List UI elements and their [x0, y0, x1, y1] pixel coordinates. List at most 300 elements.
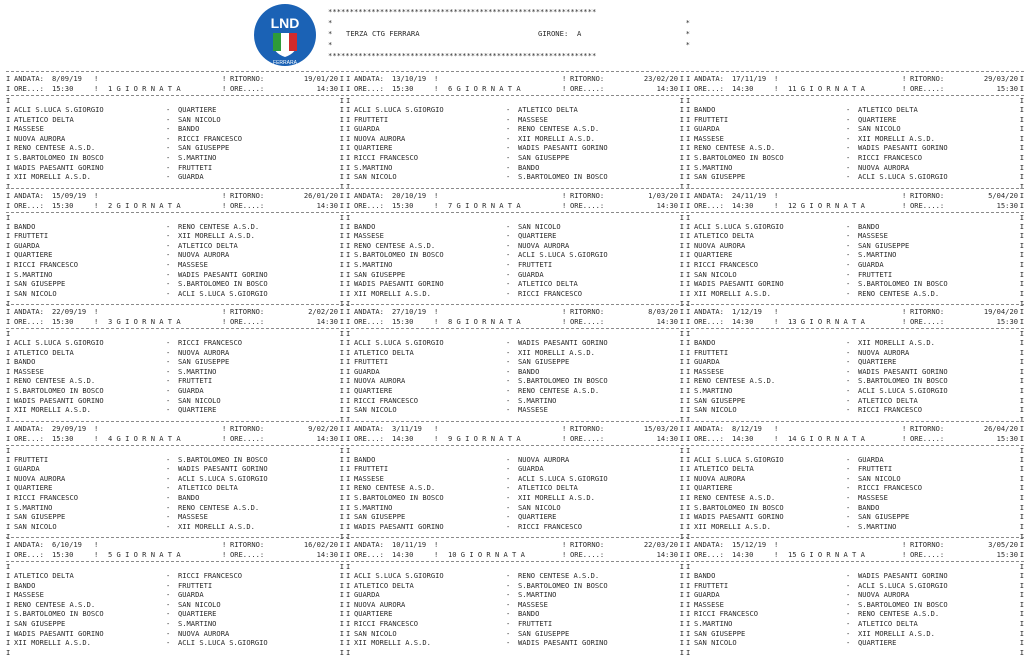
dashed-rule — [6, 421, 344, 422]
home-team: SAN NICOLO — [14, 288, 57, 298]
round-header-times: I ORE...: 15:30 ! 4 G I O R N A T A ! ORE....: 14:30 I — [6, 433, 344, 443]
home-team: FRUTTETI — [14, 231, 49, 241]
home-team: BANDO — [14, 221, 36, 231]
match-row: I QUARTIERE - WADIS PAESANTI GORINO I — [346, 143, 684, 153]
away-team: XII MORELLI A.S.D. — [178, 231, 255, 241]
match-row: I FRUTTETI - SAN GIUSEPPE I — [346, 357, 684, 367]
home-team: RICCI FRANCESCO — [354, 395, 419, 405]
home-team: QUARTIERE — [14, 250, 53, 260]
round-header-dates: I ANDATA: 20/10/19 ! ! RITORNO: 1/03/20 I — [346, 190, 684, 200]
away-team: FRUTTETI — [858, 464, 893, 474]
away-team: ATLETICO DELTA — [518, 105, 578, 114]
match-row: I XII MORELLI A.S.D. - WADIS PAESANTI GORINO I — [346, 638, 684, 648]
dashed-rule — [6, 537, 344, 538]
home-team: FRUTTETI — [354, 464, 389, 474]
match-row: I MASSESE - BANDO I — [6, 124, 344, 134]
ritorno-date: 3/05/20 — [988, 540, 1018, 549]
match-row: I GUARDA - SAN NICOLO I — [686, 124, 1024, 134]
ore-ritorno-label: ORE....: — [230, 317, 265, 326]
schedule-column-1 — [6, 70, 344, 657]
ritorno-label: RITORNO: — [570, 74, 605, 83]
ritorno-date: 22/03/20 — [643, 540, 678, 549]
round-title: 11 G I O R N A T A — [788, 84, 865, 93]
block-footer: I I — [346, 298, 684, 308]
home-team: GUARDA — [354, 590, 380, 600]
round-header-dates: I ANDATA: 1/12/19 ! ! RITORNO: 19/04/20 I — [686, 307, 1024, 316]
ritorno-label: RITORNO: — [230, 423, 265, 433]
away-team: RENO CENTESE A.S.D. — [518, 386, 600, 395]
away-team: WADIS PAESANTI GORINO — [518, 338, 608, 347]
away-team: S.MARTINO — [518, 590, 557, 600]
ritorno-label: RITORNO: — [910, 74, 945, 83]
home-team: S.BARTOLOMEO IN BOSCO — [14, 609, 104, 619]
match-row: I XII MORELLI A.S.D. - ACLI S.LUCA S.GIORGIO I — [6, 638, 344, 648]
ritorno-date: 26/04/20 — [983, 423, 1018, 433]
home-team: S.MARTINO — [14, 502, 53, 512]
ore-ritorno-label: ORE....: — [910, 317, 945, 326]
home-team: S.BARTOLOMEO IN BOSCO — [694, 502, 784, 512]
round-header-dates: I ANDATA: 15/12/19 ! ! RITORNO: 3/05/20 I — [686, 540, 1024, 549]
blank-row: I I — [6, 329, 344, 338]
round-block — [346, 187, 684, 308]
home-team: BANDO — [694, 338, 716, 347]
andata-label: ANDATA: — [354, 307, 384, 316]
round-block — [686, 536, 1024, 657]
home-team: ATLETICO DELTA — [694, 464, 754, 474]
home-team: GUARDA — [354, 366, 380, 376]
home-team: S.BARTOLOMEO IN BOSCO — [354, 250, 444, 260]
match-row: I S.BARTOLOMEO IN BOSCO - GUARDA I — [6, 386, 344, 395]
round-title: 6 G I O R N A T A — [448, 84, 521, 93]
away-team: WADIS PAESANTI GORINO — [178, 464, 268, 474]
match-row: I WADIS PAESANTI GORINO - ATLETICO DELTA I — [346, 279, 684, 289]
away-team: ACLI S.LUCA S.GIORGIO — [858, 172, 948, 182]
round-header-times: I ORE...: 15:30 ! 3 G I O R N A T A ! ORE....: 14:30 I — [6, 317, 344, 326]
ore-ritorno-label: ORE....: — [230, 433, 265, 443]
block-footer: I I — [6, 298, 344, 308]
match-row: I XII MORELLI A.S.D. - RICCI FRANCESCO I — [346, 288, 684, 298]
andata-date: 10/11/19 — [392, 540, 427, 549]
home-team: XII MORELLI A.S.D. — [14, 172, 91, 182]
away-team: SAN GIUSEPPE — [518, 357, 570, 367]
match-row: I ATLETICO DELTA - XII MORELLI A.S.D. I — [346, 347, 684, 357]
home-team: FRUTTETI — [14, 454, 49, 464]
away-team: MASSESE — [858, 492, 888, 502]
round-header-times: I ORE...: 14:30 ! 13 G I O R N A T A ! ORE....: 15:30 I — [686, 317, 1024, 326]
round-title: 9 G I O R N A T A — [448, 433, 521, 443]
andata-label: ANDATA: — [694, 74, 724, 83]
andata-label: ANDATA: — [694, 307, 724, 316]
match-row: I SAN GIUSEPPE - MASSESE I — [6, 512, 344, 522]
away-team: RICCI FRANCESCO — [518, 288, 583, 298]
match-row: I GUARDA - RENO CENTESE A.S.D. I — [346, 124, 684, 134]
dashed-rule — [346, 71, 684, 72]
home-team: RENO CENTESE A.S.D. — [694, 376, 776, 386]
away-team: ATLETICO DELTA — [178, 483, 238, 493]
away-team: MASSESE — [858, 231, 888, 241]
away-team: NUOVA AURORA — [858, 590, 910, 600]
andata-date: 13/10/19 — [392, 74, 427, 83]
away-team: RICCI FRANCESCO — [858, 405, 923, 415]
away-team: BANDO — [858, 221, 880, 231]
home-team: SAN GIUSEPPE — [14, 279, 66, 289]
andata-label: ANDATA: — [354, 423, 384, 433]
round-title: 12 G I O R N A T A — [788, 200, 865, 210]
header-stars-top: ************************************************************** — [328, 7, 597, 16]
ritorno-date: 23/02/20 — [643, 74, 678, 83]
match-row: I GUARDA - WADIS PAESANTI GORINO I — [6, 464, 344, 474]
match-row: I RENO CENTESE A.S.D. - S.BARTOLOMEO IN BOSCO I — [686, 376, 1024, 386]
match-row: I S.MARTINO - RENO CENTESE A.S.D. I — [6, 502, 344, 512]
lnd-ferrara-logo — [253, 3, 317, 67]
home-team: ACLI S.LUCA S.GIORGIO — [354, 105, 444, 114]
away-team: QUARTIERE — [178, 609, 217, 619]
home-team: RICCI FRANCESCO — [694, 609, 759, 619]
match-row: I WADIS PAESANTI GORINO - SAN GIUSEPPE I — [686, 512, 1024, 522]
away-team: SAN NICOLO — [178, 599, 221, 609]
round-header-times: I ORE...: 15:30 ! 2 G I O R N A T A ! ORE....: 14:30 I — [6, 200, 344, 210]
away-team: S.BARTOLOMEO IN BOSCO — [178, 279, 268, 289]
home-team: WADIS PAESANTI GORINO — [694, 279, 784, 289]
ore-ritorno-label: ORE....: — [570, 433, 605, 443]
away-team: SAN NICOLO — [178, 395, 221, 405]
away-team: SAN GIUSEPPE — [858, 240, 910, 250]
home-team: RENO CENTESE A.S.D. — [354, 483, 436, 493]
home-team: SAN NICOLO — [694, 269, 737, 279]
blank-row: I I — [686, 562, 1024, 571]
blank-row: I I — [6, 212, 344, 222]
round-header-dates: I ANDATA: 8/09/19 ! ! RITORNO: 19/01/20 I — [6, 74, 344, 83]
away-team: SAN NICOLO — [858, 473, 901, 483]
match-row: I SAN GIUSEPPE - ATLETICO DELTA I — [686, 395, 1024, 405]
ore-andata: 15:30 — [52, 433, 74, 443]
away-team: QUARTIERE — [858, 638, 897, 648]
away-team: S.BARTOLOMEO IN BOSCO — [518, 580, 608, 590]
home-team: GUARDA — [694, 357, 720, 367]
round-title: 13 G I O R N A T A — [788, 317, 865, 326]
away-team: BANDO — [178, 492, 200, 502]
home-team: WADIS PAESANTI GORINO — [14, 162, 104, 172]
match-row: I SAN NICOLO - FRUTTETI I — [686, 269, 1024, 279]
ore-ritorno: 14:30 — [316, 200, 338, 210]
ritorno-date: 8/03/20 — [648, 307, 678, 316]
home-team: BANDO — [14, 580, 36, 590]
andata-label: ANDATA: — [354, 74, 384, 83]
away-team: ACLI S.LUCA S.GIORGIO — [518, 473, 608, 483]
round-header-times: I ORE...: 15:30 ! 1 G I O R N A T A ! ORE....: 14:30 I — [6, 84, 344, 93]
home-team: QUARTIERE — [14, 483, 53, 493]
blank-row: I I — [346, 329, 684, 338]
away-team: S.MARTINO — [178, 619, 217, 628]
away-team: WADIS PAESANTI GORINO — [518, 638, 608, 648]
home-team: S.BARTOLOMEO IN BOSCO — [354, 492, 444, 502]
home-team: MASSESE — [354, 473, 384, 483]
away-team: SAN GIUSEPPE — [518, 628, 570, 638]
round-header-times: I ORE...: 15:30 ! 7 G I O R N A T A ! ORE....: 14:30 I — [346, 200, 684, 210]
home-team: RENO CENTESE A.S.D. — [14, 143, 96, 153]
league-name: TERZA CTG FERRARA — [346, 29, 420, 38]
ore-ritorno-label: ORE....: — [570, 84, 605, 93]
home-team: SAN GIUSEPPE — [14, 512, 66, 522]
away-team: XII MORELLI A.S.D. — [518, 347, 595, 357]
match-row: I NUOVA AURORA - S.BARTOLOMEO IN BOSCO I — [346, 376, 684, 386]
home-team: SAN GIUSEPPE — [694, 628, 746, 638]
away-team: BANDO — [518, 609, 540, 619]
ore-andata: 14:30 — [732, 317, 754, 326]
away-team: QUARTIERE — [858, 357, 897, 367]
ore-ritorno: 14:30 — [656, 84, 678, 93]
away-team: ACLI S.LUCA S.GIORGIO — [518, 250, 608, 260]
home-team: ACLI S.LUCA S.GIORGIO — [354, 571, 444, 580]
round-block — [346, 70, 684, 191]
match-row: I ATLETICO DELTA - S.BARTOLOMEO IN BOSCO I — [346, 580, 684, 590]
block-footer: I I — [686, 298, 1024, 308]
andata-date: 17/11/19 — [732, 74, 767, 83]
header-row-title: * TERZA CTG FERRARA GIRONE: A * — [328, 29, 690, 38]
away-team: S.MARTINO — [178, 366, 217, 376]
round-header-dates: I ANDATA: 17/11/19 ! ! RITORNO: 29/03/20 I — [686, 74, 1024, 83]
ritorno-label: RITORNO: — [230, 190, 265, 200]
block-footer: I I — [6, 648, 344, 657]
ore-andata: 14:30 — [732, 84, 754, 93]
away-team: FRUTTETI — [178, 580, 213, 590]
andata-date: 27/10/19 — [392, 307, 427, 316]
away-team: MASSESE — [518, 114, 548, 124]
home-team: RICCI FRANCESCO — [354, 153, 419, 162]
match-row: I MASSESE - XII MORELLI A.S.D. I — [686, 133, 1024, 143]
ore-andata-label: ORE...: — [354, 317, 384, 326]
ritorno-date: 5/04/20 — [988, 190, 1018, 200]
match-row: I S.MARTINO - FRUTTETI I — [346, 259, 684, 269]
match-row: I GUARDA - ATLETICO DELTA I — [6, 240, 344, 250]
match-row: I BANDO - ATLETICO DELTA I — [686, 105, 1024, 114]
round-title: 2 G I O R N A T A — [108, 200, 181, 210]
home-team: FRUTTETI — [354, 357, 389, 367]
round-header-dates: I ANDATA: 13/10/19 ! ! RITORNO: 23/02/20 I — [346, 74, 684, 83]
ritorno-label: RITORNO: — [230, 540, 265, 549]
round-block — [346, 420, 684, 541]
home-team: RENO CENTESE A.S.D. — [14, 376, 96, 386]
block-footer: I I — [686, 415, 1024, 424]
ore-ritorno-label: ORE....: — [910, 84, 945, 93]
match-row: I SAN NICOLO - RICCI FRANCESCO I — [686, 405, 1024, 415]
match-row: I S.MARTINO - ACLI S.LUCA S.GIORGIO I — [686, 386, 1024, 395]
block-footer: I I — [346, 648, 684, 657]
match-row: I S.BARTOLOMEO IN BOSCO - RICCI FRANCESCO I — [686, 153, 1024, 162]
match-row: I BANDO - WADIS PAESANTI GORINO I — [686, 571, 1024, 580]
match-row: I GUARDA - NUOVA AURORA I — [686, 590, 1024, 600]
ore-andata-label: ORE...: — [14, 200, 44, 210]
home-team: FRUTTETI — [694, 580, 729, 590]
away-team: QUARTIERE — [858, 114, 897, 124]
home-team: SAN NICOLO — [354, 628, 397, 638]
away-team: GUARDA — [858, 454, 884, 464]
ore-andata-label: ORE...: — [354, 433, 384, 443]
match-row: I NUOVA AURORA - SAN GIUSEPPE I — [686, 240, 1024, 250]
round-header-dates: I ANDATA: 24/11/19 ! ! RITORNO: 5/04/20 I — [686, 190, 1024, 200]
match-row: I QUARTIERE - S.MARTINO I — [686, 250, 1024, 260]
home-team: NUOVA AURORA — [694, 240, 746, 250]
match-row: I FRUTTETI - ACLI S.LUCA S.GIORGIO I — [686, 580, 1024, 590]
match-row: I XII MORELLI A.S.D. - GUARDA I — [6, 172, 344, 182]
match-row: I MASSESE - GUARDA I — [6, 590, 344, 600]
ore-andata-label: ORE...: — [14, 317, 44, 326]
away-team: BANDO — [518, 162, 540, 172]
dashed-rule — [686, 304, 1024, 305]
match-row: I FRUTTETI - NUOVA AURORA I — [686, 347, 1024, 357]
andata-date: 20/10/19 — [392, 190, 427, 200]
match-row: I NUOVA AURORA - XII MORELLI A.S.D. I — [346, 133, 684, 143]
home-team: XII MORELLI A.S.D. — [354, 638, 431, 648]
match-row: I ACLI S.LUCA S.GIORGIO - WADIS PAESANTI GORINO I — [346, 338, 684, 347]
match-row: I FRUTTETI - QUARTIERE I — [686, 114, 1024, 124]
home-team: SAN GIUSEPPE — [694, 172, 746, 182]
ore-andata-label: ORE...: — [694, 550, 724, 559]
match-row: I SAN NICOLO - XII MORELLI A.S.D. I — [6, 521, 344, 531]
home-team: S.MARTINO — [354, 259, 393, 269]
ore-ritorno-label: ORE....: — [910, 200, 945, 210]
away-team: MASSESE — [518, 405, 548, 415]
away-team: QUARTIERE — [518, 231, 557, 241]
ore-andata: 14:30 — [392, 433, 414, 443]
home-team: SAN GIUSEPPE — [14, 619, 66, 628]
ore-ritorno-label: ORE....: — [570, 550, 605, 559]
home-team: SAN GIUSEPPE — [354, 512, 406, 522]
ore-ritorno: 15:30 — [996, 84, 1018, 93]
home-team: XII MORELLI A.S.D. — [354, 288, 431, 298]
round-title: 1 G I O R N A T A — [108, 84, 181, 93]
home-team: SAN NICOLO — [354, 172, 397, 182]
ore-andata: 15:30 — [52, 84, 74, 93]
round-block — [686, 420, 1024, 541]
home-team: BANDO — [354, 221, 376, 231]
match-row: I S.MARTINO - ATLETICO DELTA I — [686, 619, 1024, 628]
ore-andata: 14:30 — [392, 550, 414, 559]
match-row: I SAN NICOLO - SAN GIUSEPPE I — [346, 628, 684, 638]
home-team: XII MORELLI A.S.D. — [14, 405, 91, 415]
ore-andata: 15:30 — [392, 84, 414, 93]
match-row: I NUOVA AURORA - MASSESE I — [346, 599, 684, 609]
blank-row: I I — [6, 562, 344, 571]
match-row: I MASSESE - S.MARTINO I — [6, 366, 344, 376]
match-row: I RICCI FRANCESCO - BANDO I — [6, 492, 344, 502]
away-team: ACLI S.LUCA S.GIORGIO — [178, 638, 268, 648]
andata-date: 1/12/19 — [732, 307, 762, 316]
home-team: SAN GIUSEPPE — [694, 395, 746, 405]
match-row: I WADIS PAESANTI GORINO - NUOVA AURORA I — [6, 628, 344, 638]
round-header-times: I ORE...: 14:30 ! 15 G I O R N A T A ! ORE....: 15:30 I — [686, 550, 1024, 559]
header-stars-bottom: ************************************************************** — [328, 51, 597, 60]
ritorno-label: RITORNO: — [910, 307, 945, 316]
dashed-rule — [686, 421, 1024, 422]
andata-label: ANDATA: — [14, 190, 44, 200]
home-team: QUARTIERE — [694, 250, 733, 260]
home-team: FRUTTETI — [694, 347, 729, 357]
away-team: ATLETICO DELTA — [518, 279, 578, 289]
away-team: XII MORELLI A.S.D. — [518, 133, 595, 143]
schedule-column-2 — [346, 70, 684, 657]
round-header-dates: I ANDATA: 29/09/19 ! ! RITORNO: 9/02/20 I — [6, 423, 344, 433]
ore-ritorno-label: ORE....: — [910, 550, 945, 559]
round-header-dates: I ANDATA: 15/09/19 ! ! RITORNO: 26/01/20 I — [6, 190, 344, 200]
home-team: QUARTIERE — [354, 143, 393, 153]
match-row: I NUOVA AURORA - SAN NICOLO I — [686, 473, 1024, 483]
away-team: S.MARTINO — [518, 395, 557, 405]
match-row: I RENO CENTESE A.S.D. - MASSESE I — [686, 492, 1024, 502]
home-team: MASSESE — [694, 599, 724, 609]
away-team: WADIS PAESANTI GORINO — [858, 143, 948, 153]
header-box — [328, 6, 698, 60]
home-team: ACLI S.LUCA S.GIORGIO — [14, 105, 104, 114]
blank-row: I I — [686, 329, 1024, 338]
round-title: 5 G I O R N A T A — [108, 550, 181, 559]
home-team: NUOVA AURORA — [354, 599, 406, 609]
match-row: I QUARTIERE - RENO CENTESE A.S.D. I — [346, 386, 684, 395]
match-row: I WADIS PAESANTI GORINO - S.BARTOLOMEO IN BOSCO I — [686, 279, 1024, 289]
home-team: BANDO — [14, 357, 36, 367]
away-team: RENO CENTESE A.S.D. — [178, 221, 260, 231]
home-team: S.BARTOLOMEO IN BOSCO — [694, 153, 784, 162]
away-team: GUARDA — [178, 386, 204, 395]
match-row: I BANDO - XII MORELLI A.S.D. I — [686, 338, 1024, 347]
away-team: SAN GIUSEPPE — [178, 143, 230, 153]
match-row: I S.BARTOLOMEO IN BOSCO - XII MORELLI A.S.D. I — [346, 492, 684, 502]
ore-ritorno: 14:30 — [656, 550, 678, 559]
home-team: BANDO — [694, 105, 716, 114]
match-row: I SAN GIUSEPPE - S.BARTOLOMEO IN BOSCO I — [6, 279, 344, 289]
home-team: XII MORELLI A.S.D. — [694, 288, 771, 298]
away-team: RENO CENTESE A.S.D. — [178, 502, 260, 512]
dashed-rule — [686, 71, 1024, 72]
away-team: MASSESE — [178, 512, 208, 522]
ore-andata-label: ORE...: — [14, 84, 44, 93]
andata-label: ANDATA: — [694, 540, 724, 549]
blank-row: I I — [686, 445, 1024, 455]
home-team: WADIS PAESANTI GORINO — [354, 279, 444, 289]
ore-andata-label: ORE...: — [694, 433, 724, 443]
round-block — [686, 70, 1024, 191]
away-team: WADIS PAESANTI GORINO — [858, 366, 948, 376]
logo-subtext: FERRARA — [273, 60, 297, 66]
away-team: QUARTIERE — [178, 405, 217, 415]
home-team: ATLETICO DELTA — [694, 231, 754, 241]
away-team: FRUTTETI — [858, 269, 893, 279]
blank-row: I I — [686, 96, 1024, 105]
blank-row: I I — [6, 445, 344, 455]
home-team: S.MARTINO — [694, 386, 733, 395]
match-row: I ATLETICO DELTA - SAN NICOLO I — [6, 114, 344, 124]
away-team: S.BARTOLOMEO IN BOSCO — [858, 279, 948, 289]
andata-label: ANDATA: — [354, 190, 384, 200]
home-team: S.MARTINO — [14, 269, 53, 279]
match-row: I RICCI FRANCESCO - S.MARTINO I — [346, 395, 684, 405]
away-team: QUARTIERE — [178, 105, 217, 114]
home-team: ACLI S.LUCA S.GIORGIO — [14, 338, 104, 347]
round-title: 14 G I O R N A T A — [788, 433, 865, 443]
match-row: I ATLETICO DELTA - FRUTTETI I — [686, 464, 1024, 474]
away-team: RICCI FRANCESCO — [178, 571, 243, 580]
match-row: I FRUTTETI - S.BARTOLOMEO IN BOSCO I — [6, 454, 344, 464]
match-row: I S.BARTOLOMEO IN BOSCO - S.MARTINO I — [6, 153, 344, 162]
match-row: I RENO CENTESE A.S.D. - WADIS PAESANTI GORINO I — [686, 143, 1024, 153]
away-team: BANDO — [178, 124, 200, 134]
away-team: SAN NICOLO — [858, 124, 901, 134]
round-title: 15 G I O R N A T A — [788, 550, 865, 559]
round-title: 8 G I O R N A T A — [448, 317, 521, 326]
home-team: QUARTIERE — [354, 386, 393, 395]
away-team: S.MARTINO — [858, 250, 897, 260]
home-team: QUARTIERE — [354, 609, 393, 619]
